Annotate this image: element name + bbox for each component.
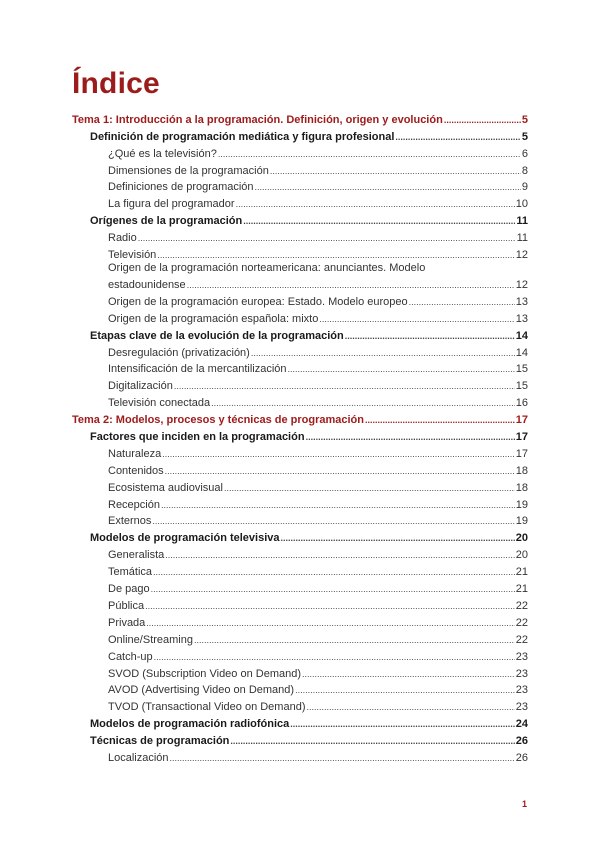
- toc-leader-dots: [162, 449, 515, 460]
- toc-entry-page: 19: [515, 515, 528, 528]
- toc-entry[interactable]: [72, 460, 528, 477]
- toc-entry-page: 12: [515, 279, 528, 292]
- toc-leader-dots: [157, 250, 514, 261]
- toc-entry[interactable]: [72, 227, 528, 244]
- toc-entry-title: Definición de programación mediática y figura profesional: [90, 130, 395, 143]
- toc-leader-dots: [302, 669, 515, 680]
- toc-entry[interactable]: [72, 160, 528, 177]
- toc-entry-page: 24: [515, 718, 528, 731]
- toc-entry[interactable]: [72, 177, 528, 194]
- toc-entry-title: Orígenes de la programación: [90, 215, 243, 228]
- toc-entry-page: 12: [515, 249, 528, 262]
- toc-entry[interactable]: [72, 443, 528, 460]
- toc-entry-title: Digitalización: [108, 380, 173, 393]
- toc-entry[interactable]: [72, 595, 528, 612]
- toc-leader-dots: [395, 132, 520, 143]
- toc-entry-page: 18: [515, 481, 528, 494]
- toc-entry[interactable]: [72, 578, 528, 595]
- toc-leader-dots: [295, 685, 515, 696]
- toc-entry[interactable]: [72, 342, 528, 359]
- toc-entry-title: La figura del programador: [108, 198, 235, 211]
- toc-entry-title: Etapas clave de la evolución de la programación: [90, 329, 344, 342]
- toc-leader-dots: [270, 166, 521, 177]
- toc-entry[interactable]: [72, 730, 528, 747]
- toc-leader-dots: [409, 297, 515, 308]
- toc-entry[interactable]: [72, 325, 528, 342]
- toc-leader-dots: [306, 702, 514, 713]
- toc-leader-dots: [243, 216, 515, 227]
- toc-leader-dots: [236, 199, 515, 210]
- toc-entry-title: Temática: [108, 566, 153, 579]
- toc-entry-page: 15: [515, 380, 528, 393]
- toc-entry-page: 19: [515, 498, 528, 511]
- toc-entry[interactable]: [72, 680, 528, 697]
- toc-entry[interactable]: [72, 629, 528, 646]
- toc-entry-title: Tema 1: Introducción a la programación. Definición, origen y evolución: [72, 113, 443, 126]
- toc-entry-page: 21: [515, 583, 528, 596]
- toc-leader-dots: [170, 753, 515, 764]
- toc-entry-page: 18: [515, 464, 528, 477]
- toc-leader-dots: [174, 381, 515, 392]
- toc-entry[interactable]: [72, 696, 528, 713]
- toc-entry-page: 5: [521, 130, 528, 143]
- toc-entry[interactable]: [72, 375, 528, 392]
- toc-leader-dots: [152, 516, 514, 527]
- toc-leader-dots: [194, 635, 515, 646]
- toc-entry-page: 16: [515, 397, 528, 410]
- toc-entry-title: Radio: [108, 232, 137, 245]
- toc-entry[interactable]: [72, 143, 528, 160]
- toc-entry-title: Modelos de programación radiofónica: [90, 718, 290, 731]
- toc-entry[interactable]: [72, 713, 528, 730]
- toc-entry-title: Externos: [108, 515, 152, 528]
- toc-leader-dots: [145, 601, 515, 612]
- toc-entry-page: 11: [516, 215, 528, 228]
- toc-entry-title: Naturaleza: [108, 447, 162, 460]
- toc-entry[interactable]: [72, 409, 528, 426]
- toc-entry-title: Contenidos: [108, 464, 164, 477]
- toc-entry[interactable]: [72, 210, 528, 227]
- toc-entry[interactable]: [72, 426, 528, 443]
- toc-entry-page: 8: [521, 164, 528, 177]
- toc-entry-page: 14: [515, 346, 528, 359]
- toc-entry-title: Modelos de programación televisiva: [90, 532, 280, 545]
- toc-entry-title: Recepción: [108, 498, 160, 511]
- toc-entry[interactable]: [72, 747, 528, 764]
- toc-entry-title: Dimensiones de la programación: [108, 164, 269, 177]
- toc-leader-dots: [218, 149, 521, 160]
- toc-leader-dots: [187, 280, 515, 291]
- toc-entry[interactable]: [72, 544, 528, 561]
- toc-entry-title-continued: estadounidense: [108, 279, 186, 292]
- page-number: 1: [521, 799, 527, 809]
- toc-leader-dots: [138, 233, 516, 244]
- toc-entry-title: Online/Streaming: [108, 633, 193, 646]
- toc-entry-page: 23: [515, 650, 528, 663]
- toc-entry[interactable]: [72, 511, 528, 528]
- toc-entry[interactable]: [72, 244, 528, 261]
- toc-entry-page: 17: [515, 447, 528, 460]
- toc-entry[interactable]: [72, 261, 528, 291]
- toc-leader-dots: [154, 652, 515, 663]
- toc-leader-dots: [211, 398, 515, 409]
- toc-entry-page: 23: [515, 667, 528, 680]
- toc-entry-page: 22: [515, 599, 528, 612]
- toc-leader-dots: [151, 584, 515, 595]
- toc-entry-page: 13: [515, 312, 528, 325]
- toc-entry-page: 13: [515, 295, 528, 308]
- page-title: Índice: [72, 67, 160, 100]
- toc-entry-title: Tema 2: Modelos, procesos y técnicas de programación: [72, 414, 364, 427]
- toc-entry[interactable]: [72, 494, 528, 511]
- toc-leader-dots: [288, 364, 515, 375]
- toc-entry-page: 10: [515, 198, 528, 211]
- toc-entry-page: 22: [515, 616, 528, 629]
- toc-entry-page: 5: [521, 113, 528, 126]
- toc-entry-title: Pública: [108, 599, 145, 612]
- toc-entry-title: Definiciones de programación: [108, 181, 254, 194]
- toc-leader-dots: [251, 348, 515, 359]
- toc-leader-dots: [281, 533, 515, 544]
- toc-entry-title: Televisión: [108, 249, 157, 262]
- toc-entry-title: Catch-up: [108, 650, 153, 663]
- toc-leader-dots: [161, 500, 515, 511]
- toc-leader-dots: [444, 115, 521, 126]
- toc-leader-dots: [345, 331, 515, 342]
- toc-entry-title: Localización: [108, 751, 169, 764]
- toc-entry[interactable]: [72, 527, 528, 544]
- toc-entry-page: 23: [515, 701, 528, 714]
- toc-entry-page: 14: [515, 329, 528, 342]
- toc-entry[interactable]: [72, 359, 528, 376]
- toc-entry-page: 23: [515, 684, 528, 697]
- toc-leader-dots: [290, 719, 514, 730]
- toc-entry-title: Privada: [108, 616, 146, 629]
- toc-entry-page: 20: [515, 549, 528, 562]
- toc-leader-dots: [319, 314, 514, 325]
- toc-entry-page: 26: [515, 751, 528, 764]
- toc-entry[interactable]: [72, 392, 528, 409]
- toc-entry-title: Generalista: [108, 549, 165, 562]
- toc-entry[interactable]: [72, 663, 528, 680]
- toc-entry-page: 15: [515, 363, 528, 376]
- toc-entry-title: Intensificación de la mercantilización: [108, 363, 287, 376]
- toc-entry[interactable]: [72, 126, 528, 143]
- toc-entry-title: TVOD (Transactional Video on Demand): [108, 701, 306, 714]
- toc-entry-title: Origen de la programación norteamericana: anunciantes. Modelo: [108, 262, 426, 275]
- toc-entry-title: De pago: [108, 583, 150, 596]
- toc-entry[interactable]: [72, 612, 528, 629]
- toc-entry-page: 20: [515, 532, 528, 545]
- toc-entry-page: 17: [515, 431, 528, 444]
- toc-entry-page: 6: [521, 147, 528, 160]
- table-of-contents: [72, 109, 528, 764]
- toc-leader-dots: [365, 415, 515, 426]
- toc-entry-page: 26: [515, 735, 528, 748]
- toc-entry-title: SVOD (Subscription Video on Demand): [108, 667, 302, 680]
- toc-entry-title: AVOD (Advertising Video on Demand): [108, 684, 295, 697]
- toc-entry-title: ¿Qué es la televisión?: [108, 147, 217, 160]
- toc-entry[interactable]: [72, 291, 528, 308]
- toc-leader-dots: [165, 466, 515, 477]
- toc-entry-page: 9: [521, 181, 528, 194]
- toc-entry[interactable]: [72, 477, 528, 494]
- toc-leader-dots: [165, 550, 514, 561]
- toc-leader-dots: [146, 618, 514, 629]
- toc-entry[interactable]: [72, 193, 528, 210]
- toc-entry-title: Televisión conectada: [108, 397, 211, 410]
- toc-leader-dots: [224, 483, 515, 494]
- toc-leader-dots: [230, 736, 514, 747]
- toc-entry-title: Ecosistema audiovisual: [108, 481, 223, 494]
- toc-entry-title: Técnicas de programación: [90, 735, 230, 748]
- toc-leader-dots: [255, 182, 521, 193]
- toc-entry-page: 21: [515, 566, 528, 579]
- toc-entry-page: 11: [516, 232, 528, 245]
- toc-leader-dots: [153, 567, 515, 578]
- toc-entry-page: 17: [515, 414, 528, 427]
- toc-entry[interactable]: [72, 109, 528, 126]
- toc-entry-title: Origen de la programación española: mixto: [108, 312, 319, 325]
- toc-entry[interactable]: [72, 308, 528, 325]
- toc-entry[interactable]: [72, 646, 528, 663]
- toc-entry-title: Origen de la programación europea: Estado. Modelo europeo: [108, 295, 408, 308]
- toc-leader-dots: [306, 432, 515, 443]
- toc-entry[interactable]: [72, 561, 528, 578]
- toc-entry-page: 22: [515, 633, 528, 646]
- toc-entry-title: Factores que inciden en la programación: [90, 431, 305, 444]
- toc-entry-title: Desregulación (privatización): [108, 346, 250, 359]
